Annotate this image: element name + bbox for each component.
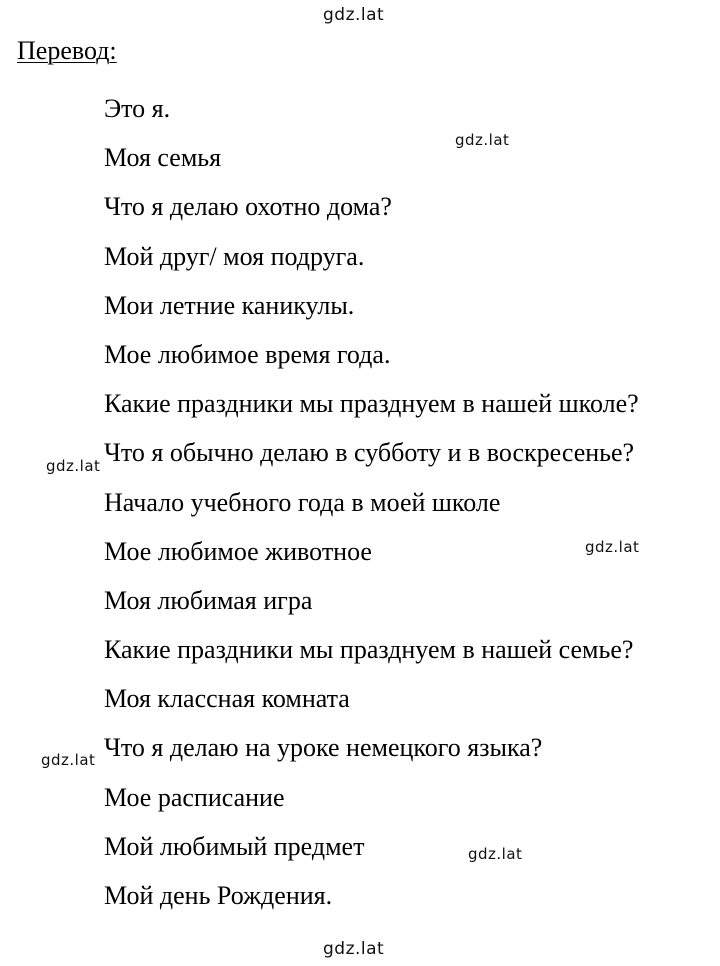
watermark: gdz.lat (46, 457, 101, 475)
page-heading: Перевод: (17, 36, 117, 65)
watermark: gdz.lat (323, 5, 385, 25)
list-item: Мой любимый предмет (104, 831, 365, 861)
list-item: Мой день Рождения. (104, 881, 333, 910)
list-item: Это я. (104, 94, 171, 123)
list-item: Что я обычно делаю в субботу и в воскресенье? (104, 438, 635, 468)
watermark: gdz.lat (323, 939, 385, 959)
watermark: gdz.lat (585, 538, 640, 556)
translation-list (104, 84, 639, 920)
list-item: Какие праздники мы празднуем в нашей школе? (104, 389, 639, 419)
list-item: Мое любимое животное (104, 536, 372, 566)
list-item: Мое любимое время года. (104, 339, 391, 369)
watermark: gdz.lat (455, 131, 510, 149)
list-item: Моя классная комната (104, 684, 350, 714)
watermark: gdz.lat (41, 751, 96, 769)
watermark: gdz.lat (468, 845, 523, 863)
list-item: Какие праздники мы празднуем в нашей семье? (104, 635, 634, 665)
list-item: Мой друг/ моя подруга. (104, 241, 365, 271)
list-item: Мое расписание (104, 782, 285, 812)
list-item: Мои летние каникулы. (104, 290, 355, 320)
list-item: Начало учебного года в моей школе (104, 487, 501, 517)
list-item: Что я делаю охотно дома? (104, 192, 392, 222)
list-item: Моя семья (104, 143, 222, 173)
list-item: Моя любимая игра (104, 585, 313, 615)
list-item: Что я делаю на уроке немецкого языка? (104, 733, 543, 763)
